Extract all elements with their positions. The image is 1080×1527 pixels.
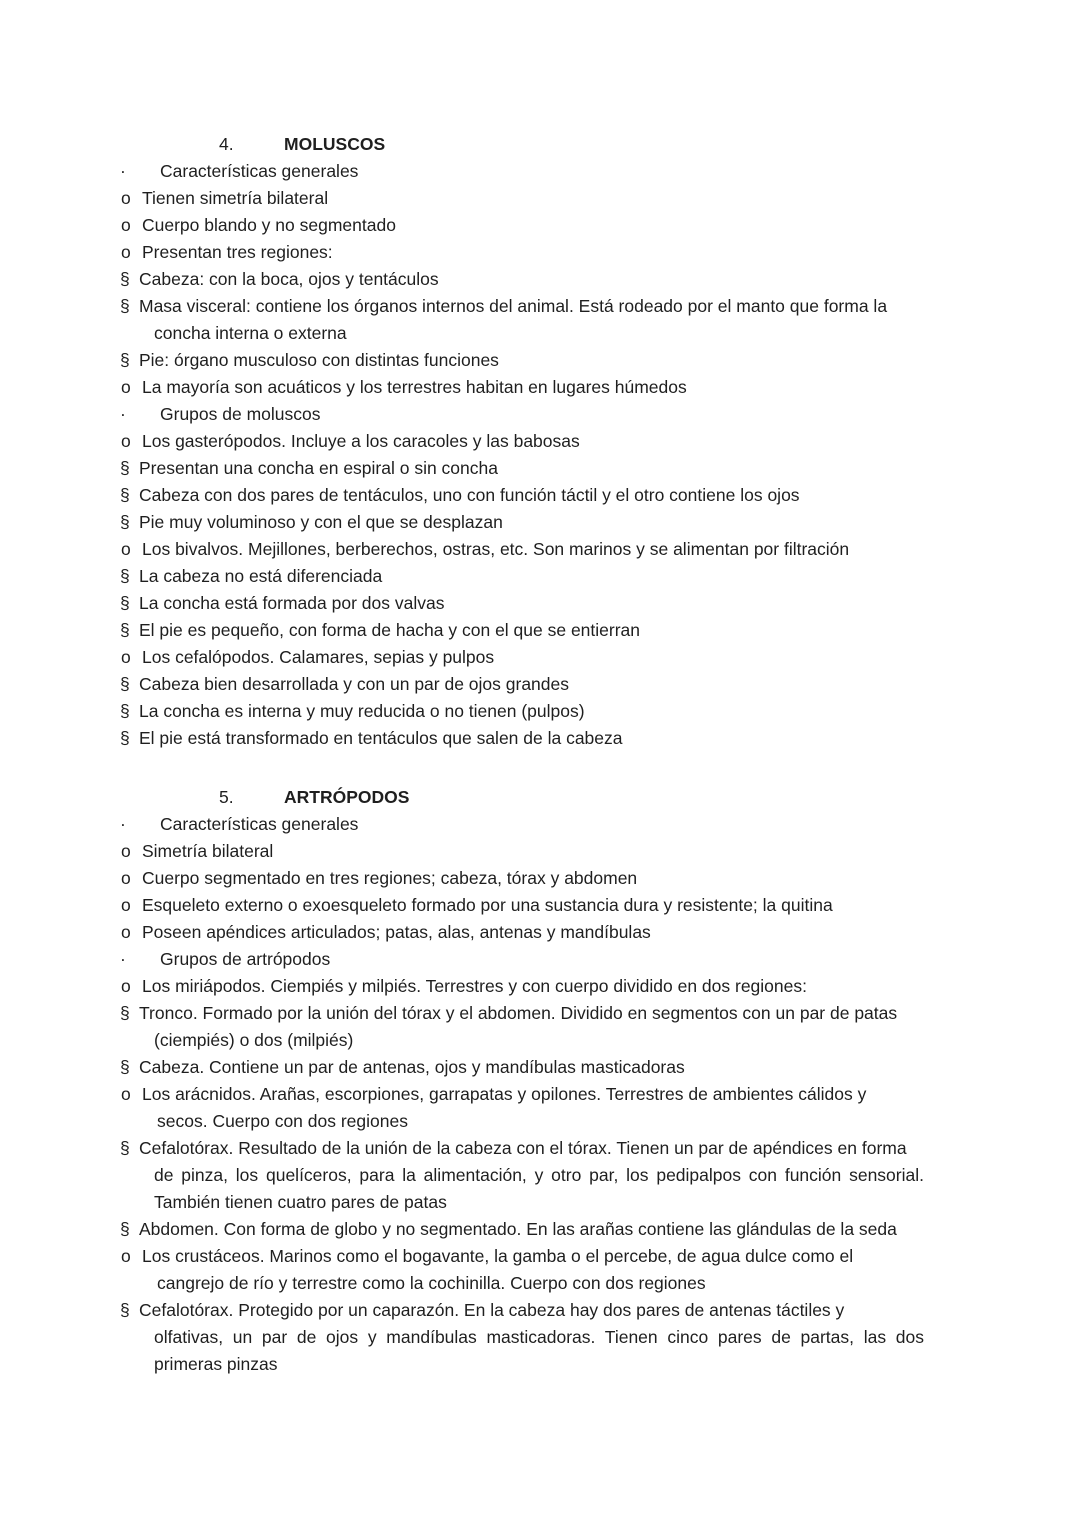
bullet-marker: o bbox=[121, 895, 131, 915]
list-item-line: Características generales bbox=[160, 814, 359, 834]
list-item-line: Poseen apéndices articulados; patas, alas, antenas y mandíbulas bbox=[142, 922, 651, 942]
list-item-text bbox=[142, 838, 924, 865]
list-item-text bbox=[139, 671, 924, 698]
list-item-line: Cefalotórax. Protegido por un caparazón. En la cabeza hay dos pares de antenas táctiles y bbox=[139, 1300, 845, 1320]
list-item-continuation: concha interna o externa bbox=[154, 323, 347, 343]
list-item-line: La cabeza no está diferenciada bbox=[139, 566, 383, 586]
list-item-text bbox=[160, 946, 924, 973]
list-item-line: Simetría bilateral bbox=[142, 841, 274, 861]
list-item-line: Tronco. Formado por la unión del tórax y el abdomen. Dividido en segmentos con un par de patas bbox=[139, 1003, 898, 1023]
bullet-marker: o bbox=[121, 1084, 131, 1104]
list-item-continuation: de pinza, los quelíceros, para la alimentación, y otro par, los pedipalpos con función sensorial. También tienen cuatro pares de patas bbox=[154, 1165, 924, 1212]
list-item bbox=[0, 644, 1080, 671]
list-item-line: Pie: órgano musculoso con distintas funciones bbox=[139, 350, 499, 370]
section-artropodos bbox=[0, 784, 1080, 1378]
section-number: 4. bbox=[219, 134, 234, 154]
bullet-marker: o bbox=[121, 647, 131, 667]
list-item-text bbox=[142, 1081, 924, 1135]
list-item-line: Cabeza con dos pares de tentáculos, uno con función táctil y el otro contiene los ojos bbox=[139, 485, 800, 505]
list-item-text bbox=[139, 347, 924, 374]
list-item bbox=[0, 509, 1080, 536]
list-item-line: Los cefalópodos. Calamares, sepias y pulpos bbox=[142, 647, 495, 667]
list-item bbox=[0, 617, 1080, 644]
list-item bbox=[0, 239, 1080, 266]
list-item bbox=[0, 401, 1080, 428]
list-item bbox=[0, 838, 1080, 865]
bullet-marker: § bbox=[120, 620, 130, 640]
bullet-list bbox=[0, 158, 1080, 752]
bullet-marker: o bbox=[121, 922, 131, 942]
list-item-text bbox=[142, 892, 924, 919]
list-item-line: Presentan tres regiones: bbox=[142, 242, 333, 262]
list-item-line: Los miriápodos. Ciempiés y milpiés. Terrestres y con cuerpo dividido en dos regiones: bbox=[142, 976, 807, 996]
list-item-text bbox=[142, 536, 924, 563]
list-item-line: El pie es pequeño, con forma de hacha y con el que se entierran bbox=[139, 620, 641, 640]
section-heading bbox=[0, 131, 1080, 158]
bullet-marker: o bbox=[121, 841, 131, 861]
bullet-marker: § bbox=[120, 701, 130, 721]
list-item-text bbox=[139, 1216, 924, 1243]
list-item bbox=[0, 590, 1080, 617]
bullet-marker: § bbox=[120, 728, 130, 748]
bullet-marker: § bbox=[120, 1300, 130, 1320]
list-item bbox=[0, 865, 1080, 892]
list-item-line: Los bivalvos. Mejillones, berberechos, ostras, etc. Son marinos y se alimentan por filtración bbox=[142, 539, 850, 559]
list-item-text bbox=[142, 1243, 924, 1297]
list-item bbox=[0, 811, 1080, 838]
list-item-line: Abdomen. Con forma de globo y no segmentado. En las arañas contiene las glándulas de la seda bbox=[139, 1219, 897, 1239]
bullet-marker: § bbox=[120, 674, 130, 694]
list-item-text bbox=[139, 1054, 924, 1081]
list-item-text bbox=[142, 865, 924, 892]
bullet-marker: o bbox=[121, 868, 131, 888]
list-item-continuation: secos. Cuerpo con dos regiones bbox=[157, 1111, 408, 1131]
list-item-text bbox=[142, 374, 924, 401]
bullet-marker: · bbox=[120, 814, 126, 834]
list-item-text bbox=[142, 919, 924, 946]
bullet-marker: § bbox=[120, 269, 130, 289]
list-item-text bbox=[139, 1297, 924, 1378]
list-item bbox=[0, 482, 1080, 509]
list-item-text bbox=[139, 1000, 924, 1054]
bullet-marker: § bbox=[120, 350, 130, 370]
list-item-text bbox=[160, 401, 924, 428]
bullet-marker: § bbox=[120, 1057, 130, 1077]
list-item-text bbox=[139, 617, 924, 644]
list-item-text bbox=[139, 293, 924, 347]
bullet-marker: § bbox=[120, 566, 130, 586]
list-item-text bbox=[139, 509, 924, 536]
list-item bbox=[0, 946, 1080, 973]
list-item-text bbox=[139, 725, 924, 752]
list-item bbox=[0, 725, 1080, 752]
list-item bbox=[0, 1054, 1080, 1081]
list-item bbox=[0, 563, 1080, 590]
list-item bbox=[0, 293, 1080, 347]
list-item-line: Cabeza. Contiene un par de antenas, ojos y mandíbulas masticadoras bbox=[139, 1057, 685, 1077]
section-number: 5. bbox=[219, 787, 234, 807]
list-item-text bbox=[139, 482, 924, 509]
bullet-marker: § bbox=[120, 458, 130, 478]
list-item-text bbox=[139, 1135, 924, 1216]
list-item-text bbox=[160, 158, 924, 185]
list-item-text bbox=[139, 590, 924, 617]
list-item bbox=[0, 536, 1080, 563]
list-item-line: Cuerpo segmentado en tres regiones; cabeza, tórax y abdomen bbox=[142, 868, 638, 888]
list-item bbox=[0, 698, 1080, 725]
list-item-line: La mayoría son acuáticos y los terrestres habitan en lugares húmedos bbox=[142, 377, 687, 397]
list-item-line: La concha está formada por dos valvas bbox=[139, 593, 445, 613]
bullet-marker: § bbox=[120, 1219, 130, 1239]
list-item-line: Cefalotórax. Resultado de la unión de la cabeza con el tórax. Tienen un par de apéndices en forma bbox=[139, 1138, 907, 1158]
list-item bbox=[0, 973, 1080, 1000]
list-item-line: Características generales bbox=[160, 161, 359, 181]
list-item-line: Masa visceral: contiene los órganos internos del animal. Está rodeado por el manto que forma la bbox=[139, 296, 888, 316]
section-heading bbox=[0, 784, 1080, 811]
list-item-line: El pie está transformado en tentáculos que salen de la cabeza bbox=[139, 728, 623, 748]
list-item-continuation: cangrejo de río y terrestre como la cochinilla. Cuerpo con dos regiones bbox=[157, 1273, 706, 1293]
list-item-line: Presentan una concha en espiral o sin concha bbox=[139, 458, 498, 478]
list-item-continuation: olfativas, un par de ojos y mandíbulas masticadoras. Tienen cinco pares de partas, las dos primeras pinzas bbox=[154, 1327, 924, 1374]
list-item-text bbox=[142, 428, 924, 455]
list-item-text bbox=[142, 185, 924, 212]
bullet-marker: § bbox=[120, 296, 130, 316]
bullet-marker: § bbox=[120, 1138, 130, 1158]
bullet-marker: o bbox=[121, 377, 131, 397]
bullet-marker: o bbox=[121, 976, 131, 996]
bullet-marker: · bbox=[120, 161, 126, 181]
bullet-marker: § bbox=[120, 485, 130, 505]
bullet-marker: o bbox=[121, 242, 131, 262]
bullet-marker: o bbox=[121, 215, 131, 235]
list-item bbox=[0, 1216, 1080, 1243]
section-moluscos bbox=[0, 131, 1080, 752]
list-item-text bbox=[139, 455, 924, 482]
list-item-line: Esqueleto externo o exoesqueleto formado por una sustancia dura y resistente; la quitina bbox=[142, 895, 833, 915]
list-item bbox=[0, 212, 1080, 239]
list-item-line: Tienen simetría bilateral bbox=[142, 188, 329, 208]
list-item bbox=[0, 919, 1080, 946]
list-item-line: Grupos de artrópodos bbox=[160, 949, 331, 969]
bullet-marker: § bbox=[120, 512, 130, 532]
list-item-line: Cabeza: con la boca, ojos y tentáculos bbox=[139, 269, 439, 289]
list-item-line: Cabeza bien desarrollada y con un par de ojos grandes bbox=[139, 674, 570, 694]
list-item bbox=[0, 455, 1080, 482]
list-item bbox=[0, 374, 1080, 401]
bullet-marker: o bbox=[121, 1246, 131, 1266]
list-item bbox=[0, 1243, 1080, 1297]
list-item bbox=[0, 266, 1080, 293]
list-item bbox=[0, 1297, 1080, 1378]
section-title: ARTRÓPODOS bbox=[284, 787, 410, 807]
bullet-marker: · bbox=[120, 949, 126, 969]
bullet-marker: · bbox=[120, 404, 126, 424]
list-item-text bbox=[142, 239, 924, 266]
list-item bbox=[0, 158, 1080, 185]
list-item-line: Cuerpo blando y no segmentado bbox=[142, 215, 396, 235]
bullet-marker: o bbox=[121, 539, 131, 559]
list-item-text bbox=[139, 698, 924, 725]
list-item bbox=[0, 671, 1080, 698]
bullet-list bbox=[0, 811, 1080, 1378]
list-item-text bbox=[139, 563, 924, 590]
list-item-text bbox=[142, 212, 924, 239]
list-item-text bbox=[160, 811, 924, 838]
section-title: MOLUSCOS bbox=[284, 134, 386, 154]
bullet-marker: o bbox=[121, 188, 131, 208]
list-item-line: Los crustáceos. Marinos como el bogavante, la gamba o el percebe, de agua dulce como el bbox=[142, 1246, 854, 1266]
list-item bbox=[0, 428, 1080, 455]
list-item bbox=[0, 185, 1080, 212]
list-item-text bbox=[142, 973, 924, 1000]
list-item bbox=[0, 892, 1080, 919]
bullet-marker: o bbox=[121, 431, 131, 451]
list-item bbox=[0, 1081, 1080, 1135]
list-item-line: La concha es interna y muy reducida o no tienen (pulpos) bbox=[139, 701, 585, 721]
list-item-continuation: (ciempiés) o dos (milpiés) bbox=[154, 1030, 354, 1050]
list-item-text bbox=[142, 644, 924, 671]
list-item bbox=[0, 347, 1080, 374]
list-item-line: Pie muy voluminoso y con el que se desplazan bbox=[139, 512, 503, 532]
list-item bbox=[0, 1135, 1080, 1216]
list-item-text bbox=[139, 266, 924, 293]
bullet-marker: § bbox=[120, 593, 130, 613]
list-item bbox=[0, 1000, 1080, 1054]
list-item-line: Los arácnidos. Arañas, escorpiones, garrapatas y opilones. Terrestres de ambientes cálidos y bbox=[142, 1084, 867, 1104]
bullet-marker: § bbox=[120, 1003, 130, 1023]
list-item-line: Grupos de moluscos bbox=[160, 404, 321, 424]
list-item-line: Los gasterópodos. Incluye a los caracoles y las babosas bbox=[142, 431, 580, 451]
